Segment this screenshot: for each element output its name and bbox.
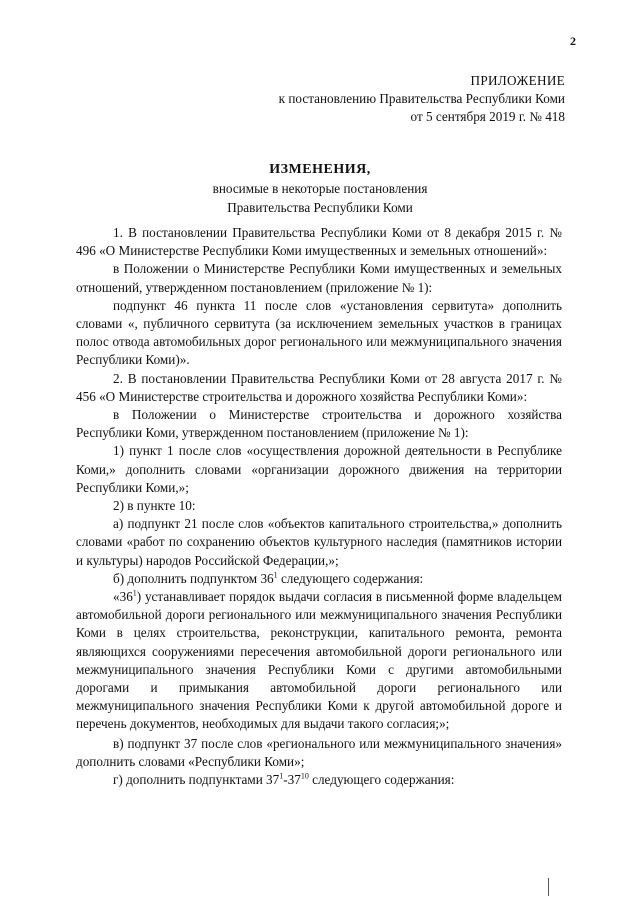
paragraph-9-text-a: б) дополнить подпунктом 36 [113,570,274,586]
document-subtitle-line-1: вносимые в некоторые постановления [212,181,428,196]
attachment-block [279,72,565,126]
paragraph-8: а) подпункт 21 после слов «объектов капитального строительства,» дополнить словами «работ по сохранению объектов культурного наследия (памятников истории и культуры) народов Российской Федерации,»; [76,516,562,568]
paragraph-9-superscript: 1 [273,570,278,580]
page-number: 2 [570,34,576,48]
paragraph-12-text-a: г) дополнить подпунктами 37 [113,772,280,788]
paragraph-9-text-b: следующего содержания: [277,570,424,586]
document-title: ИЗМЕНЕНИЯ, [269,162,371,177]
paragraph-4: 2. В постановлении Правительства Республики Коми от 28 августа 2017 г. № 456 «О Министерстве строительства и дорожного хозяйства Республики Коми»: [76,370,562,404]
paragraph-12 [76,771,562,789]
paragraph-12-text-mid: -37 [283,772,301,788]
paragraph-10-text-b: ) устанавливает порядок выдачи согласия в письменной форме владельцем автомобильной дороги регионального или межмуниципального значения Республики Коми в целях строительства, реконструкции, капитального ремонта, ремонта являющихся сооружениями пересечения автомобильной дороги регионального или межмуниципального значения Республики Коми с другими автомобильными дорогами и примыкания автомобильной дороги регионального или межмуниципального значения Республики Коми к другой автомобильной дороге и перечень документов, необходимых для выдачи такого согласия;»; [76,589,562,732]
paragraph-6: 1) пункт 1 после слов «осуществления дорожной деятельности в Республике Коми,» дополнить словами «организации дорожного движения на территории Республики Коми,»; [76,443,562,495]
paragraph-12-text-b: следующего содержания: [308,772,455,788]
scan-mark [548,878,549,896]
document-body [76,224,562,789]
paragraph-7: 2) в пункте 10: [113,498,196,514]
paragraph-10 [76,588,562,734]
paragraph-9 [76,570,562,588]
paragraph-12-superscript-2: 10 [300,771,309,781]
attachment-decree-ref: к постановлению Правительства Республики Коми [278,91,565,106]
attachment-title: ПРИЛОЖЕНИЕ [470,73,565,88]
paragraph-10-text-a: «36 [113,589,133,605]
paragraph-12-superscript-1: 1 [279,771,284,781]
document-subtitle-line-2: Правительства Республики Коми [227,200,413,215]
paragraph-1: 1. В постановлении Правительства Республики Коми от 8 декабря 2015 г. № 496 «О Министерстве Республики Коми имущественных и земельных отношений»: [76,225,562,259]
paragraph-11: в) подпункт 37 после слов «регионального или межмуниципального значения» дополнить словами «Республики Коми»; [76,735,562,769]
document-heading [0,160,640,217]
attachment-decree-date: от 5 сентября 2019 г. № 418 [410,109,565,124]
paragraph-2: в Положении о Министерстве Республики Коми имущественных и земельных отношений, утвержденном постановлением (приложение № 1): [76,261,562,295]
paragraph-10-superscript: 1 [132,588,137,598]
paragraph-5: в Положении о Министерстве строительства и дорожного хозяйства Республики Коми, утвержденном постановлением (приложение № 1): [76,407,562,441]
paragraph-3: подпункт 46 пункта 11 после слов «установления сервитута» дополнить словами «, публичного сервитута (за исключением земельных участков в границах полос отвода автомобильных дорог регионального или межмуниципального значения Республики Коми)». [76,297,562,368]
